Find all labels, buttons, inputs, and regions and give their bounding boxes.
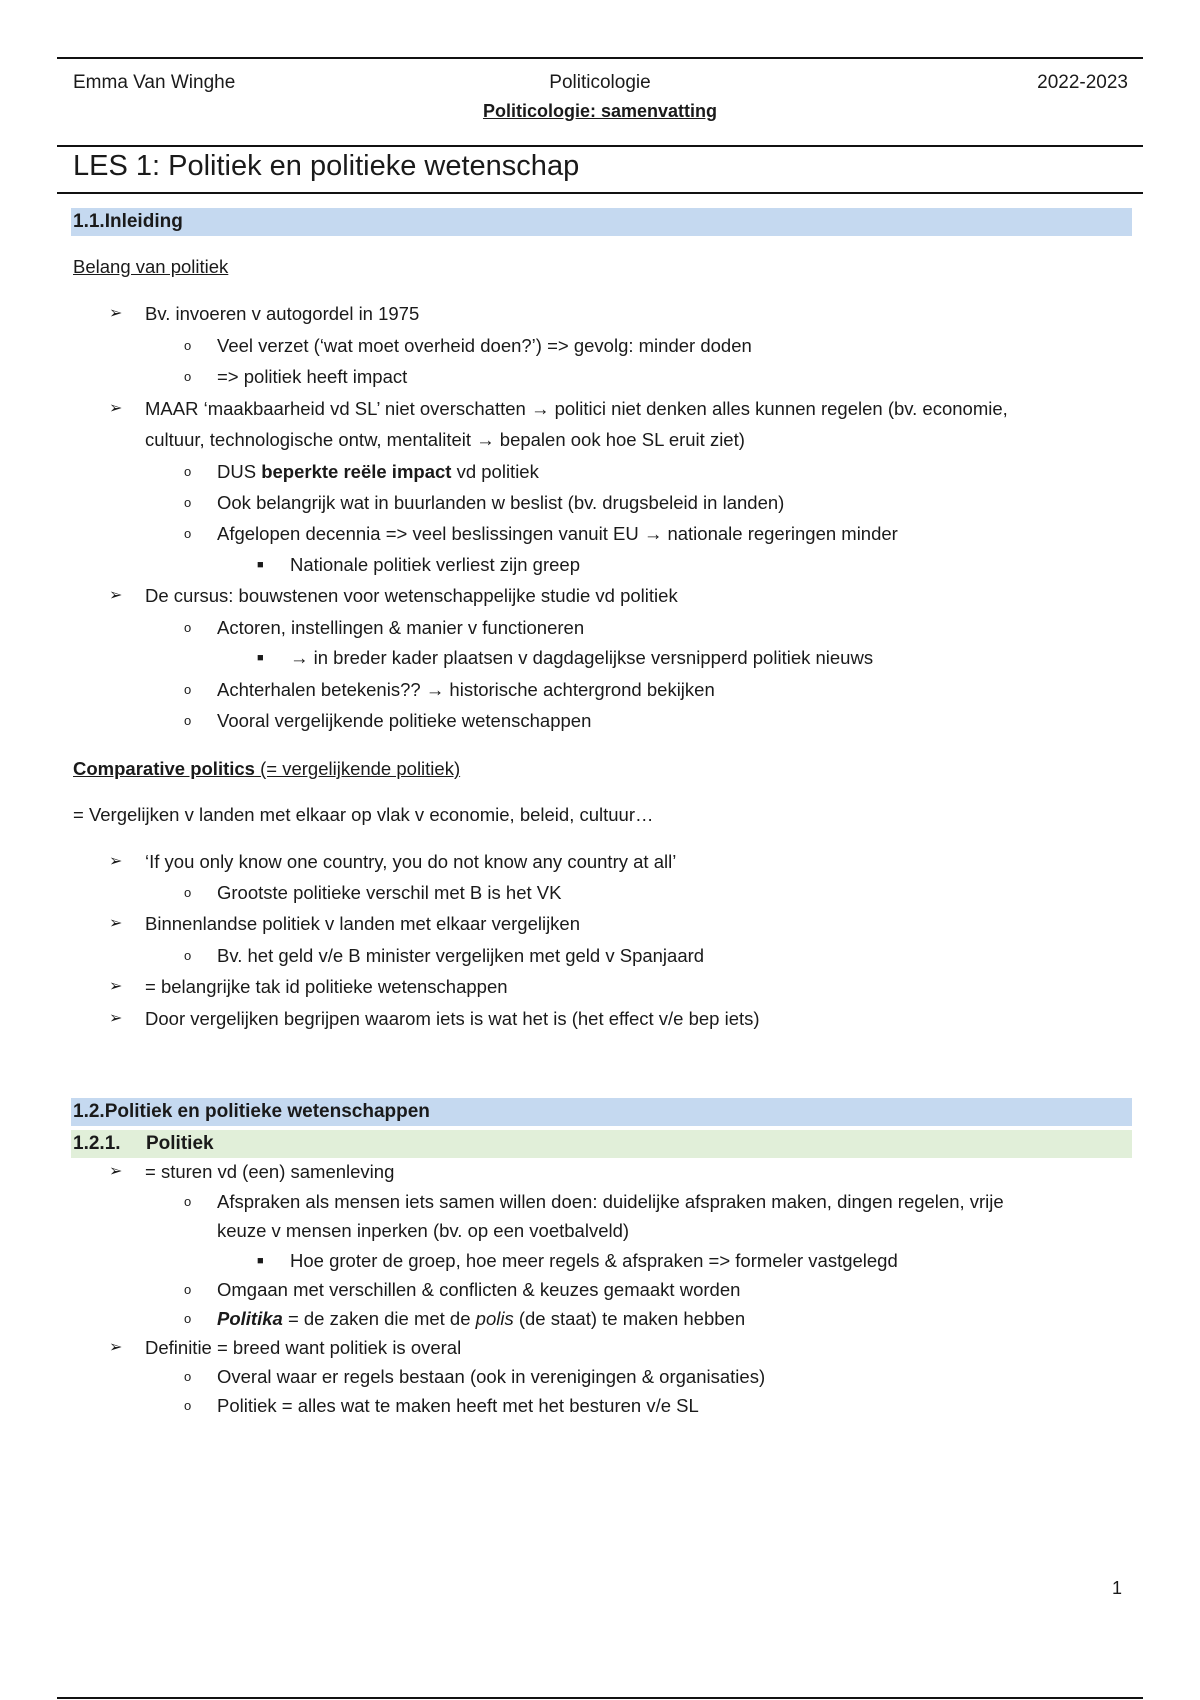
list-item-continuation: keuze v mensen inperken (bv. op een voetbalveld) — [217, 1220, 630, 1241]
author-name: Emma Van Winghe — [73, 72, 236, 93]
arrow-bullet-icon: ➢ — [109, 305, 123, 322]
list-item: → in breder kader plaatsen v dagdagelijkse versnipperd politiek nieuws — [290, 647, 874, 668]
term-text: Politika — [217, 1308, 283, 1329]
list-item: Vooral vergelijkende politieke wetenschappen — [217, 710, 592, 731]
list-item: Overal waar er regels bestaan (ook in verenigingen & organisaties) — [217, 1366, 766, 1387]
arrow-bullet-icon: ➢ — [109, 1339, 123, 1356]
list-item — [217, 1306, 745, 1332]
list-item: Ook belangrijk wat in buurlanden w beslist (bv. drugsbeleid in landen) — [217, 492, 785, 513]
list-item-text: vd politiek — [451, 461, 539, 482]
comparative-heading-rest: (= vergelijkende politiek) — [254, 758, 461, 779]
list-item: Achterhalen betekenis?? → historische achtergrond bekijken — [217, 679, 715, 700]
circle-bullet-icon: o — [184, 948, 192, 963]
footer-rule — [57, 1697, 1143, 1699]
list-item: Door vergelijken begrijpen waarom iets is wat het is (het effect v/e bep iets) — [145, 1008, 760, 1029]
arrow-bullet-icon: ➢ — [109, 978, 123, 995]
belang-heading: Belang van politiek — [73, 256, 229, 277]
list-item-text: = de zaken die met de — [282, 1308, 476, 1329]
section-title: Politiek — [146, 1133, 214, 1154]
arrow-bullet-icon: ➢ — [109, 915, 123, 932]
list-item-continuation: cultuur, technologische ontw, mentaliteit → bepalen ook hoe SL eruit ziet) — [145, 429, 745, 450]
section-title: Politiek en politieke wetenschappen — [104, 1101, 430, 1122]
section-heading-1-2 — [71, 1098, 1132, 1126]
lesson-title: LES 1: Politiek en politieke wetenschap — [73, 150, 580, 182]
circle-bullet-icon: o — [184, 526, 192, 541]
square-bullet-icon: ■ — [257, 652, 264, 664]
circle-bullet-icon: o — [184, 620, 192, 635]
emphasis-text: beperkte reële impact — [261, 461, 452, 482]
circle-bullet-icon: o — [184, 338, 192, 353]
header-top-rule — [57, 57, 1143, 59]
title-top-rule — [57, 145, 1143, 147]
list-item: MAAR ‘maakbaarheid vd SL’ niet overschatten → politici niet denken alles kunnen regelen (bv. economie, — [145, 398, 1008, 419]
section-heading-1-1 — [71, 208, 1132, 236]
arrow-bullet-icon: ➢ — [109, 1163, 123, 1180]
term-text: polis — [475, 1308, 514, 1329]
document-title: Politicologie: samenvatting — [482, 101, 718, 121]
section-number: 1.2.1. — [73, 1133, 121, 1154]
circle-bullet-icon: o — [184, 1194, 192, 1209]
title-bottom-rule — [57, 192, 1143, 194]
circle-bullet-icon: o — [184, 495, 192, 510]
comparative-definition: = Vergelijken v landen met elkaar op vlak v economie, beleid, cultuur… — [73, 804, 654, 825]
circle-bullet-icon: o — [184, 885, 192, 900]
list-item: Grootste politieke verschil met B is het VK — [217, 882, 562, 903]
list-item: Politiek = alles wat te maken heeft met het besturen v/e SL — [217, 1395, 699, 1416]
list-item: Bv. het geld v/e B minister vergelijken met geld v Spanjaard — [217, 945, 705, 966]
list-item: Afgelopen decennia => veel beslissingen vanuit EU → nationale regeringen minder — [217, 523, 898, 544]
circle-bullet-icon: o — [184, 1311, 192, 1326]
course-name: Politicologie — [549, 72, 651, 93]
comparative-heading — [73, 756, 460, 782]
list-item: Omgaan met verschillen & conflicten & keuzes gemaakt worden — [217, 1279, 741, 1300]
list-item: ‘If you only know one country, you do not know any country at all’ — [145, 851, 677, 872]
arrow-bullet-icon: ➢ — [109, 853, 123, 870]
section-heading-1-2-1 — [71, 1130, 1132, 1158]
section-title: Inleiding — [104, 211, 183, 232]
list-item: = belangrijke tak id politieke wetenschappen — [145, 976, 508, 997]
list-item: Definitie = breed want politiek is overal — [145, 1337, 462, 1358]
square-bullet-icon: ■ — [257, 559, 264, 571]
circle-bullet-icon: o — [184, 682, 192, 697]
list-item: Binnenlandse politiek v landen met elkaar vergelijken — [145, 913, 581, 934]
list-item: = sturen vd (een) samenleving — [145, 1161, 395, 1182]
circle-bullet-icon: o — [184, 369, 192, 384]
list-item: => politiek heeft impact — [217, 366, 408, 387]
academic-year: 2022-2023 — [1037, 72, 1128, 93]
section-number: 1.2. — [73, 1101, 105, 1122]
section-number: 1.1. — [73, 211, 105, 232]
list-item-text: DUS — [217, 461, 262, 482]
arrow-bullet-icon: ➢ — [109, 587, 123, 604]
arrow-bullet-icon: ➢ — [109, 400, 123, 417]
arrow-bullet-icon: ➢ — [109, 1010, 123, 1027]
page-number: 1 — [1111, 1578, 1122, 1598]
list-item-text: (de staat) te maken hebben — [513, 1308, 746, 1329]
circle-bullet-icon: o — [184, 1369, 192, 1384]
square-bullet-icon: ■ — [257, 1255, 264, 1267]
list-item: Afspraken als mensen iets samen willen doen: duidelijke afspraken maken, dingen regelen, vrije — [217, 1191, 1004, 1212]
list-item: Bv. invoeren v autogordel in 1975 — [145, 303, 420, 324]
circle-bullet-icon: o — [184, 464, 192, 479]
circle-bullet-icon: o — [184, 713, 192, 728]
circle-bullet-icon: o — [184, 1282, 192, 1297]
circle-bullet-icon: o — [184, 1398, 192, 1413]
list-item: Nationale politiek verliest zijn greep — [290, 554, 580, 575]
list-item: De cursus: bouwstenen voor wetenschappelijke studie vd politiek — [145, 585, 678, 606]
list-item: Hoe groter de groep, hoe meer regels & afspraken => formeler vastgelegd — [290, 1250, 898, 1271]
list-item — [217, 459, 539, 485]
comparative-heading-bold: Comparative politics — [73, 758, 255, 779]
list-item: Actoren, instellingen & manier v functioneren — [217, 617, 585, 638]
list-item: Veel verzet (‘wat moet overheid doen?’) => gevolg: minder doden — [217, 335, 752, 356]
